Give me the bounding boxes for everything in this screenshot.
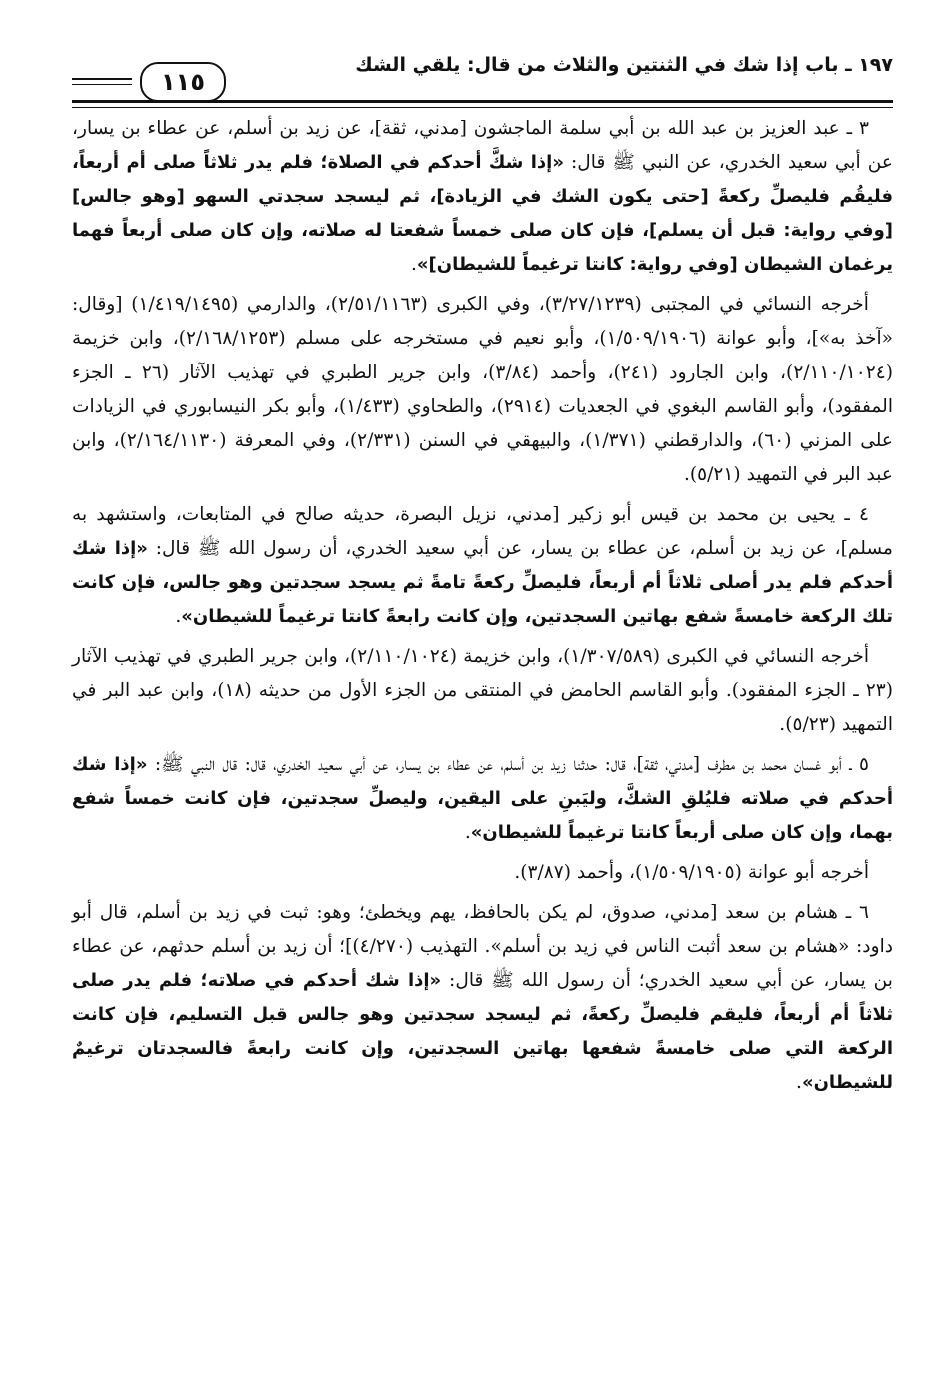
isnad: ٦ ـ هشام بن سعد [مدني، صدوق، لم يكن بالحافظ، يهم ويخطئ؛ وهو: ثبت في زيد بن أسلم، قال أبو داود: «هشام بن سعد أثبت الناس في زيد بن أسلم». التهذيب (٤/٢٧٠)]؛ أن زيد بن أسلم حدثهم، عن عطاء بن يسار، عن أبي سعيد الخدري؛ أن رسول الله ﷺ قال:: [72, 902, 894, 991]
matn: «إذا شك أحدكم في صلاته؛ فلم يدر صلى ثلاثاً أم أربعاً، فليقم فليصلِّ ركعةً، ثم ليسجد سجدتين وهو جالس قبل التسليم، فإن كانت الركعة التي صلى خامسةً شفعها بهاتين السجدتين، وإن كانت رابعةً فالسجدتان ترغيمٌ للشيطان»: [72, 970, 893, 1093]
hadith-6: [72, 896, 893, 1100]
end-mark: .: [464, 822, 471, 843]
page-body: [72, 112, 893, 1106]
hadith-4: [72, 498, 893, 634]
running-title: ١٩٧ ـ باب إذا شك في الثنتين والثلاث من قال: يلقي الشك: [355, 54, 893, 76]
isnad: ٣ ـ عبد العزيز بن عبد الله بن أبي سلمة الماجشون [مدني، ثقة]، عن زيد بن أسلم، عن عطاء بن يسار، عن أبي سعيد الخدري، عن النبي ﷺ قال:: [72, 118, 893, 173]
hadith-3: [72, 112, 893, 282]
takhrij-5: أخرجه أبو عوانة (١/٥٠٩/١٩٠٥)، وأحمد (٣/٨٧).: [514, 862, 869, 883]
header-rule: [72, 78, 132, 80]
end-mark: .: [796, 1072, 802, 1093]
isnad: ٥ ـ أبو غسان محمد بن مطرف [مدني، ثقة]، قال: حدثنا زيد بن أسلم، عن عطاء بن يسار، عن أبي سعيد الخدري، قال: قال النبي ﷺ:: [147, 754, 869, 775]
matn: «إذا شك أحدكم فلم يدر أصلى ثلاثاً أم أربعاً، فليصلِّ ركعةً تامةً ثم يسجد سجدتين وهو جالس، فإن كانت تلك الركعة خامسةً شفع بهاتين السجدتين، وإن كانت رابعةً كانتا ترغيماً للشيطان»: [72, 538, 893, 627]
matn: «إذا شك أحدكم في صلاته فليُلقِ الشكَّ، وليَبنِ على اليقين، وليصلِّ سجدتين، فإن كانت خمساً شفع بهما، وإن كان صلى أربعاً كانتا ترغيماً للشيطان»: [72, 754, 893, 843]
page-header: [72, 50, 893, 103]
end-mark: .: [410, 254, 417, 275]
end-mark: .: [175, 606, 182, 627]
header-rule-thin: [72, 84, 132, 85]
isnad: ٤ ـ يحيى بن محمد بن قيس أبو زكير [مدني، نزيل البصرة، حديثه صالح في المتابعات، واستشهد به مسلم]، عن زيد بن أسلم، عن عطاء بن يسار، عن أبي سعيد الخدري، أن رسول الله ﷺ قال:: [72, 504, 893, 559]
matn: «إذا شكَّ أحدكم في الصلاة؛ فلم يدر ثلاثاً صلى أم أربعاً، فليقُم فليصلِّ ركعةً [حتى يكون الشك في الزيادة]، ثم ليسجد سجدتي السهو [وهو جالس] [وفي رواية: قبل أن يسلم]، فإن كان صلى خمساً شفعتا له صلاته، وإن كان صلى أربعاً فهما يرغمان الشيطان [وفي رواية: كانتا ترغيماً للشيطان]»: [72, 152, 893, 275]
takhrij-3: أخرجه النسائي في المجتبى (٣/٢٧/١٢٣٩)، وفي الكبرى (٢/٥١/١١٦٣)، والدارمي (١/٤١٩/١٤٩٥) [وقال: «آخذ به»]، وأبو عوانة (١/٥٠٩/١٩٠٦)، وأبو نعيم في مستخرجه على مسلم (٢/١٦٨/١٢٥٣)، وابن خزيمة (٢/١١٠/١٠٢٤)، وابن الجارود (٢٤١)، وأحمد (٣/٨٤)، وابن جرير الطبري في تهذيب الآثار (٢٦ ـ الجزء المفقود)، وأبو القاسم البغوي في الجعديات (٢٩١٤)، والطحاوي (١/٤٣٣)، وأبو بكر النيسابوري في الزيادات على المزني (٦٠)، والدارقطني (١/٣٧١)، والبيهقي في السنن (٢/٣٣١)، وفي المعرفة (٢/١٦٤/١١٣٠)، وابن عبد البر في التمهيد (٥/٢١).: [72, 294, 894, 485]
hadith-5: [72, 748, 893, 850]
takhrij-4: أخرجه النسائي في الكبرى (١/٣٠٧/٥٨٩)، وابن خزيمة (٢/١١٠/١٠٢٤)، وابن جرير الطبري في تهذيب الآثار (٢٣ ـ الجزء المفقود). وأبو القاسم الحامض في المنتقى من الجزء الأول من حديثه (١٨)، وابن عبد البر في التمهيد (٥/٢٣).: [72, 646, 893, 735]
page-number: ١١٥: [140, 62, 226, 102]
